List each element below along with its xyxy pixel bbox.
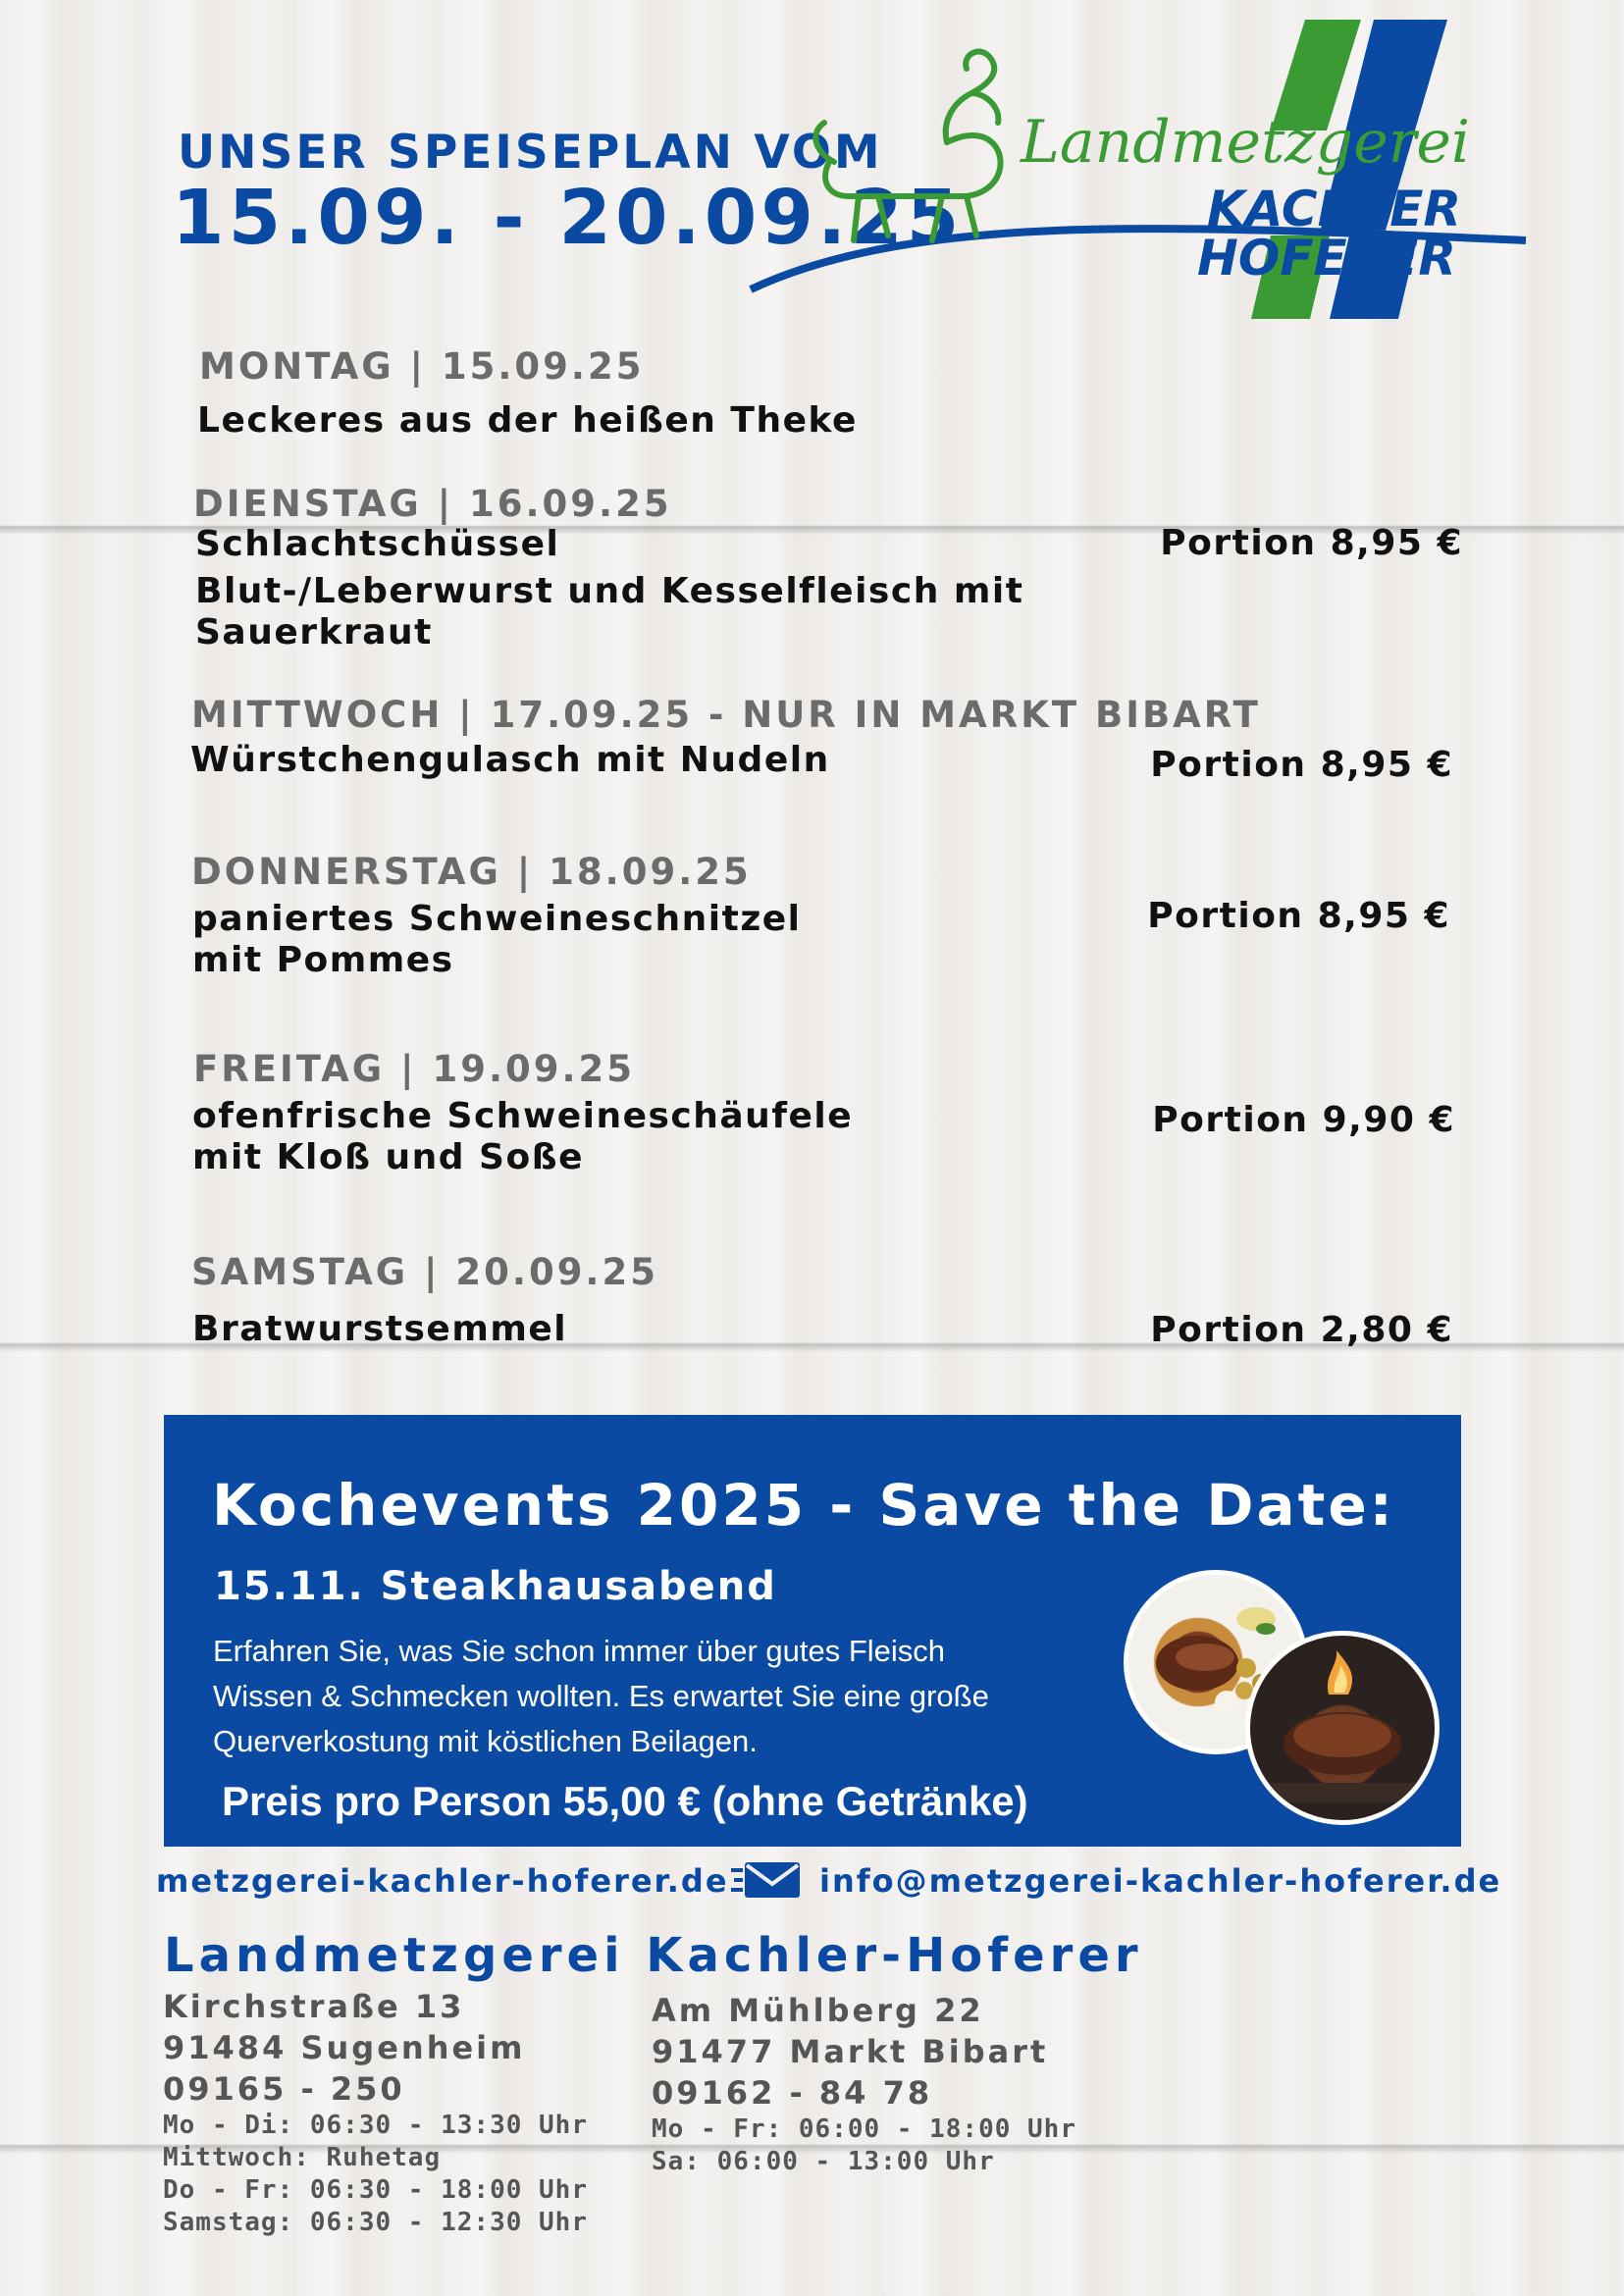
hours-line: Mo - Fr: 06:00 - 18:00 Uhr	[652, 2114, 1076, 2144]
street: Kirchstraße 13	[163, 1988, 465, 2025]
hours-line: Sa: 06:00 - 13:00 Uhr	[652, 2147, 995, 2176]
price-saturday: Portion 2,80 €	[1150, 1310, 1453, 1350]
company-name: Landmetzgerei Kachler-Hoferer	[164, 1928, 1143, 1983]
dish-wednesday	[190, 740, 830, 781]
phone: 09165 - 250	[163, 2070, 405, 2108]
city: 91484 Sugenheim	[163, 2029, 526, 2066]
website-link[interactable]: metzgerei-kachler-hoferer.de	[156, 1862, 729, 1900]
day-heading-monday: MONTAG | 15.09.25	[199, 345, 645, 388]
dish-tuesday	[195, 524, 1023, 653]
email-link[interactable]: info@metzgerei-kachler-hoferer.de	[819, 1862, 1502, 1900]
svg-text:Landmetzgerei: Landmetzgerei	[1021, 108, 1471, 177]
event-text-line: Wissen & Schmecken wollten. Es erwartet Sie eine große	[213, 1679, 989, 1713]
hours-line: Samstag: 06:30 - 12:30 Uhr	[163, 2208, 588, 2237]
dish-line: Leckeres aus der heißen Theke	[197, 400, 858, 441]
phone: 09162 - 84 78	[652, 2074, 933, 2112]
event-price: Preis pro Person 55,00 € (ohne Getränke)	[222, 1778, 1028, 1824]
dish-friday	[192, 1096, 853, 1178]
dish-line: Würstchengulasch mit Nudeln	[190, 740, 830, 780]
grill-illustration	[1250, 1636, 1435, 1820]
hours-line: Do - Fr: 06:30 - 18:00 Uhr	[163, 2175, 588, 2205]
dish-saturday	[192, 1309, 567, 1350]
day-heading-friday: FREITAG | 19.09.25	[193, 1048, 636, 1090]
day-heading-saturday: SAMSTAG | 20.09.25	[191, 1251, 658, 1293]
price-friday: Portion 9,90 €	[1152, 1100, 1455, 1140]
page-title-label: UNSER SPEISEPLAN VOM	[178, 126, 883, 180]
dish-line: paniertes Schweineschnitzel	[192, 899, 802, 939]
dish-line: Bratwurstsemmel	[192, 1309, 568, 1349]
company-logo	[741, 15, 1536, 329]
dish-line: mit Kloß und Soße	[192, 1137, 585, 1177]
price-wednesday: Portion 8,95 €	[1150, 745, 1453, 785]
dish-line: mit Pommes	[192, 940, 454, 980]
day-heading-wednesday: MITTWOCH | 17.09.25 - NUR IN MARKT BIBART	[191, 694, 1261, 736]
event-title: Kochevents 2025 - Save the Date:	[212, 1472, 1395, 1539]
svg-text:HOFERER: HOFERER	[1197, 230, 1456, 287]
price-tuesday: Portion 8,95 €	[1160, 523, 1463, 563]
mail-icon	[731, 1858, 804, 1902]
food-photo-grill	[1245, 1631, 1440, 1825]
location-markt-bibart	[652, 1990, 1076, 2178]
dish-line: ofenfrische Schweineschäufele	[192, 1096, 854, 1136]
location-sugenheim	[163, 1986, 588, 2239]
day-heading-thursday: DONNERSTAG | 18.09.25	[191, 851, 752, 893]
hours-line: Mittwoch: Ruhetag	[163, 2143, 442, 2172]
event-text-line: Querverkostung mit köstlichen Beilagen.	[213, 1724, 758, 1758]
day-heading-tuesday: DIENSTAG | 16.09.25	[193, 483, 672, 525]
city: 91477 Markt Bibart	[652, 2033, 1049, 2070]
dish-line: Schlachtschüssel	[195, 524, 560, 564]
dish-line: Blut-/Leberwurst und Kesselfleisch mit	[195, 571, 1024, 611]
event-description	[213, 1629, 1096, 1764]
price-thursday: Portion 8,95 €	[1147, 896, 1450, 936]
event-text-line: Erfahren Sie, was Sie schon immer über gutes Fleisch	[213, 1634, 946, 1668]
svg-text:KACHLER: KACHLER	[1207, 181, 1461, 237]
dish-monday	[197, 400, 858, 442]
street: Am Mühlberg 22	[652, 1992, 984, 2029]
event-subtitle: 15.11. Steakhausabend	[214, 1564, 777, 1609]
hours-line: Mo - Di: 06:30 - 13:30 Uhr	[163, 2111, 588, 2140]
event-banner	[164, 1415, 1461, 1847]
dish-line: Sauerkraut	[195, 612, 433, 652]
page-title-dates: 15.09. - 20.09.25	[172, 175, 964, 262]
dish-thursday	[192, 899, 802, 981]
